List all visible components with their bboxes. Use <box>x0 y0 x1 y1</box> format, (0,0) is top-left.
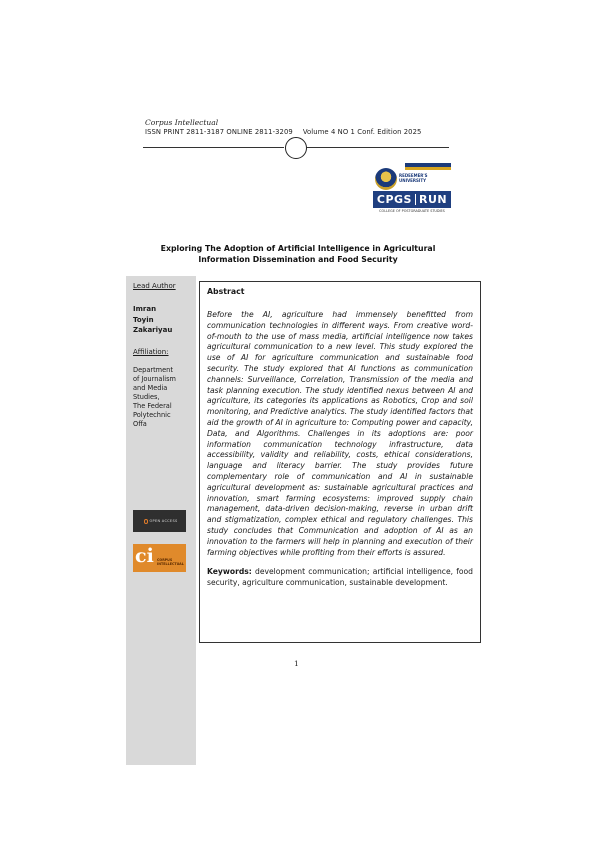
keywords-label: Keywords: <box>207 567 252 577</box>
issn-text: ISSN PRINT 2811-3187 ONLINE 2811-3209 <box>145 128 293 136</box>
logo-top <box>373 163 451 191</box>
affiliation-line: of Journalism <box>133 375 176 383</box>
affiliation-label: Affiliation: <box>133 348 169 356</box>
lead-author-label: Lead Author <box>133 282 176 290</box>
abstract-heading: Abstract <box>207 287 245 296</box>
logo-caption: COLLEGE OF POSTGRADUATE STUDIES <box>379 209 445 213</box>
author-line: Toyin <box>133 315 154 324</box>
abstract-body: Before the AI, agriculture had immensely benefitted from communication technologies in different ways. From creative word-of-mouth to the use of mass media, artificial intelligence now takes agricultural communication to a new level. This study explored the use of AI for agriculture communication and sustainable food security. The study explored that AI functions as communication channels: Surveillance, Correlation, Transmission of the media and task planning execution. The study identified nexus between AI and agriculture, its categories its applications as Robotics, Crop and soil monitoring, and Predictive analytics. The study identified factors that aid the growth of AI in agriculture to: Computing power and capacity, Data, and Algorithms. Challenges in its adoptions are: poor information communication technology infrastructure, data accessibility, validity and reliability, costs, ethical considerations, language and literacy barrier. The study provides future complementary role of communication and AI in sustainable agricultural development as: sustainable agricultural practices and innovation, smart farming ecosystems: improved supply chain management, data-driven decision-making, reverse in urban drift and stigmatization, complex ethical and regulatory challenges. This study concludes that Communication and adoption of AI as an innovation to the farmers will help in planning and execution of their farming objectives while profiting from their efforts is assured. <box>207 310 473 557</box>
open-lock-icon <box>144 519 148 524</box>
logo-university-name: REDEEMER'S UNIVERSITY <box>399 173 428 183</box>
ci-mark: ci <box>135 545 154 567</box>
keywords-text: development communication; artificial intelligence, food security, agriculture communication, sustainable development. <box>207 567 473 588</box>
affiliation-line: Studies, <box>133 393 160 401</box>
author-line: Zakariyau <box>133 326 173 334</box>
corpus-intellectual-logo <box>133 544 186 572</box>
header-rule-right <box>307 147 449 148</box>
volume-text: Volume 4 NO 1 Conf. Edition 2025 <box>302 128 422 136</box>
journal-name: Corpus Intellectual <box>145 118 219 127</box>
keywords <box>207 567 473 589</box>
open-access-badge <box>133 510 186 532</box>
affiliation-line: The Federal <box>133 402 172 410</box>
header-rule-left <box>143 147 284 148</box>
logo-bar <box>373 191 451 208</box>
logo-separator <box>415 194 416 205</box>
page-number: 1 <box>294 659 299 668</box>
logo-left-text: CPGS <box>376 193 412 206</box>
cpgs-run-logo <box>373 163 451 215</box>
open-access-text: OPEN ACCESS <box>149 519 178 523</box>
author-line: Imran <box>133 305 157 313</box>
affiliation-text <box>133 366 193 429</box>
ci-subtext: CORPUS INTELLECTUAL <box>157 558 184 566</box>
affiliation-line: Offa <box>133 420 147 428</box>
paper-title: Exploring The Adoption of Artificial Intelligence in Agricultural Information Dissemination and Food Security <box>160 244 436 264</box>
affiliation-line: and Media <box>133 384 168 392</box>
affiliation-line: Department <box>133 366 173 374</box>
issn-line <box>145 128 421 136</box>
university-crest-icon <box>375 168 397 190</box>
logo-right-text: RUN <box>418 193 448 206</box>
author-sidebar <box>126 276 196 765</box>
affiliation-line: Polytechnic <box>133 411 171 419</box>
header-circle-ornament <box>285 137 307 159</box>
abstract-box <box>199 281 481 643</box>
logo-stripe-gold <box>405 167 451 170</box>
author-name <box>133 304 193 336</box>
